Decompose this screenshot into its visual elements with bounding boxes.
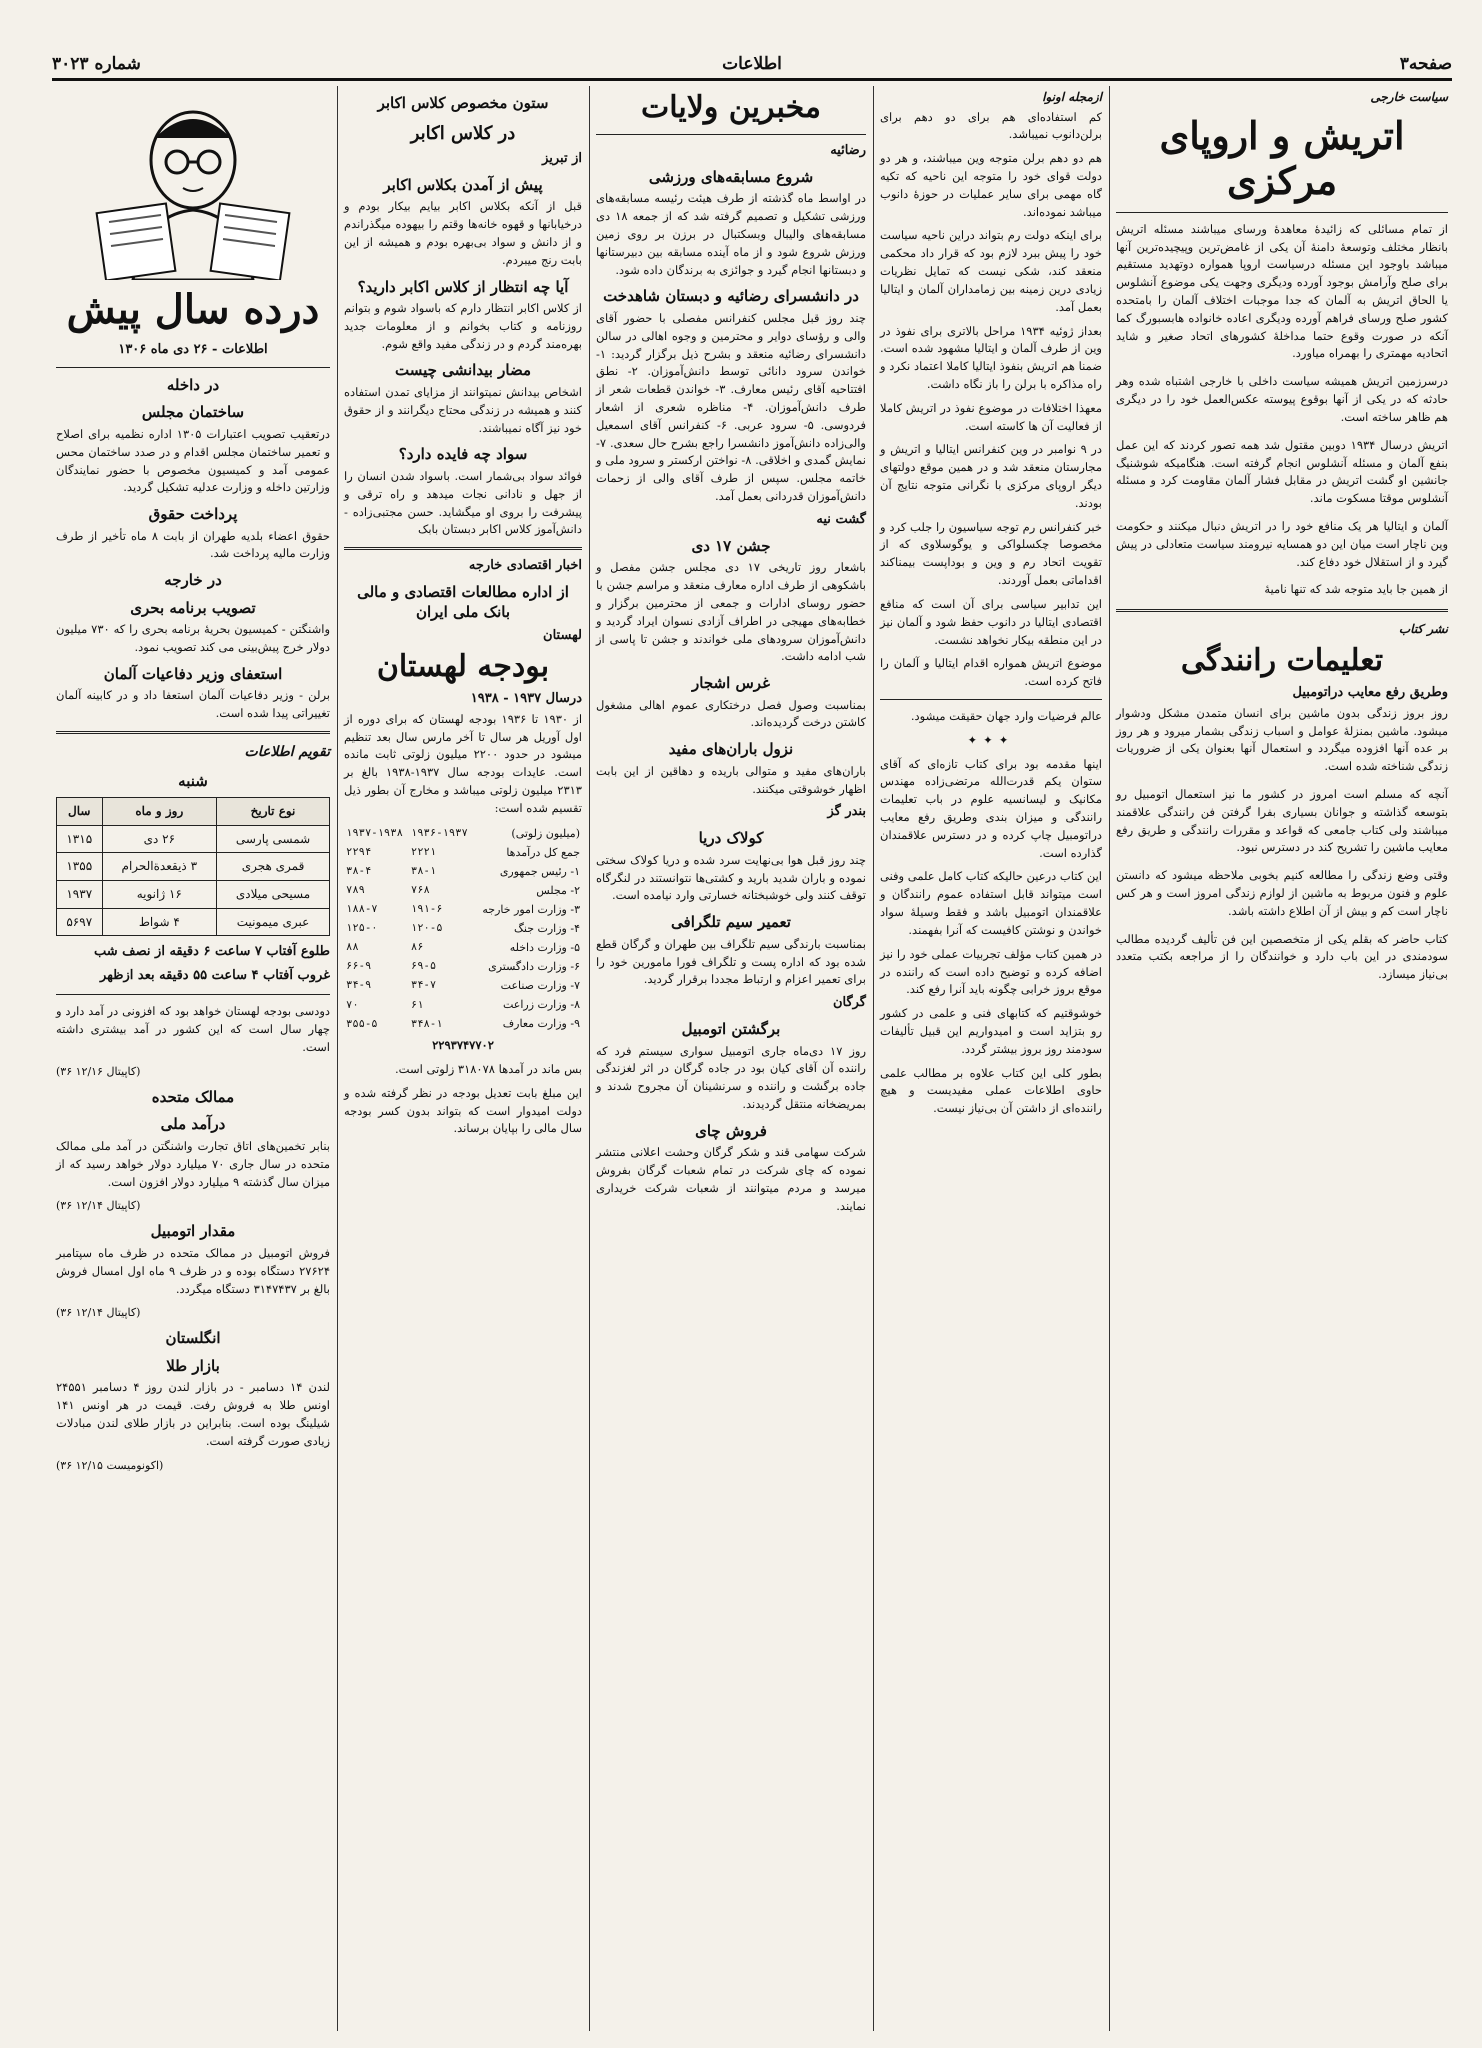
budget-cell: ۳- وزارت امور خارجه [482,902,580,916]
budget-cell: ۳۸-۱ [410,865,437,878]
budget-cell: ۱۲۵-۰ [346,922,378,935]
calendar-table [56,797,330,936]
news-head: در دانشسرای رضائیه و دبستان شاهدخت [603,287,859,306]
article-title: اتریش و اروپای مرکزی [1159,112,1405,204]
calendar-cell: ۲۶ دی [102,825,217,853]
sunrise-line: طلوع آفتاب ۷ ساعت ۶ دقیقه از نصف شب [93,944,330,960]
foreign-text: فروش اتومبیل در ممالک متحده در ظرف ماه سپتامبر ۲۷۶۲۴ دستگاه بوده و در ظرف ۹ ماه اول امسال فروش بالغ بر ۳۱۴۷۴۳۷ دستگاه میگردد. [56,1245,330,1296]
budget-cell: ۶۹-۵ [410,960,437,973]
econ-headline: از اداره مطالعات اقتصادی و مالی بانک ملی ایران [357,583,569,621]
calendar-row [57,825,330,853]
article-paragraph: برای اینکه دولت رم بتواند دراین ناحیه سیاست خود را پیش ببرد لازم بود که قرار داد محکمی منعقد کند، شکی نیست که تمایل نظریات زیادی درین زمینه بین زمامداران آلمان و ایتالیا بعمل آمد. [880,228,1102,314]
news-text: در اواسط ماه گذشته از طرف هیئت رئیسه مسابقه‌های ورزشی تشکیل و تصمیم گرفته شد که از جمعه ۱۸ دی مسابقه‌های والیبال وبسکتبال در برزن بر روی زمین ورزش شروع شود و از ماه آینده مسابقه بین دبیرستانها و دبستانها انجام گیرد و جوائزی به برندگان داده شود. [596,191,866,277]
econ-subtitle: درسال ۱۹۳۷ - ۱۹۳۸ [470,690,582,706]
news-head: شروع مسابقه‌های ورزشی [648,167,814,186]
article-paragraph: آنچه که مسلم است امروز در کشور ما نیز استعمال اتومبیل رو بتوسعه گذاشته و جوانان بسیاری بفرا گرفتن فن رانندگی علاقمند میباشند ولی کتاب جامعی که قواعد و مقررات رانندگی و طریق رفع معایب ماشین را تشریح کند در دسترس نبود. [1116,786,1448,855]
article-paragraph: اینها مقدمه بود برای کتاب تازه‌ای که آقای ستوان یکم قدرت‌الله مرتضی‌زاده مهندس مکانیک و لیسانسیه علوم در باب تعلیمات رانندگی و میزان بندی وطریق رفع معایب دراتومبیل چاپ کرده و در دسترس علاقمندان گذارده است. [880,756,1102,860]
budget-cell: ۹- وزارت معارف [502,1017,580,1031]
source-credit: (کاپیتال ۱۲/۱۴ ۳۶) [56,1199,141,1213]
section-subhead: تصویب برنامه بحری [130,598,256,617]
budget-cell: ۳۵۵-۵ [346,1017,378,1030]
article-paragraph: این کتاب درعین حالیکه کتاب کامل علمی وفنی است میتواند قابل استفاده عموم رانندگان و علاقمندان اتومبیل باشد و فقط وسیلهٔ سواد خواندن و نوشتن کافیست که آنرا بفهمند. [879,869,1102,937]
budget-cell: ۸۶ [410,941,424,954]
source-kicker: ازمجله اونوا [1042,90,1102,104]
budget-cell: ۶- وزارت دادگستری [488,960,580,974]
budget-cell: ۶۱ [410,998,424,1011]
section-subhead: استعفای وزیر دفاعیات آلمان [103,664,283,683]
article-paragraph: آلمان و ایتالیا هر یک منافع خود را در اتریش دنبال میکنند و حکومت وین ناچار است میان این دو همسایه نیرومند سیاست متعادلی در پیش گیرد و از استقلال خود دفاع کند. [1116,518,1448,569]
foreign-subhead: درآمد ملی [160,1115,226,1134]
sunset-line: غروب آفتاب ۴ ساعت ۵۵ دقیقه بعد ازظهر [99,968,330,984]
foreign-head: ممالک متحده [151,1087,235,1106]
budget-row [344,881,582,900]
divider-ornament: ✦✦✦ [967,732,1015,747]
news-head: کولاک دریا [698,829,764,848]
budget-cell: ۱۸۸-۷ [346,903,378,916]
budget-row [344,976,582,995]
column-ten-years-ago [52,86,334,2031]
calendar-row [57,908,330,936]
budget-cell: ۵- وزارت داخله [509,940,580,954]
calendar-cell: ۱۶ ژانویه [102,880,217,908]
calendar-head-cell: سال [57,798,103,826]
news-text: شرکت سهامی قند و شکر گرگان وحشت اعلانی منتشر نموده که چای شرکت در تمام شعبات گرگان بفروش میرسد و مردم میتوانند از شعبات شرکت خریداری نمایند. [596,1145,866,1213]
calendar-cell: ۱۳۱۵ [57,825,103,853]
section-text: واشنگتن - کمیسیون بحریهٔ برنامه بحری را که ۷۳۰ میلیون دولار خرج پیش‌بینی می کند تصویب نمود. [56,622,330,655]
article-paragraph: معهذا اختلافات در موضوع نفوذ در اتریش کاملا از فعالیت آن ها کاسته است. [880,400,1102,433]
econ-text: بس ماند در آمدها ۳۱۸۰۷۸ زلوتی است. [395,1062,582,1077]
calendar-cell: ۴ شواط [102,908,217,936]
budget-row [344,900,582,919]
news-head: تعمیر سیم تلگرافی [671,913,791,932]
news-text: بمناسبت بارندگی سیم تلگراف بین طهران و گرگان قطع شده بود که اداره پست و تلگراف فورا مامورین خود را برای تعمیر اعزام و ارتباط مجددا برقرار گردید. [596,936,866,987]
province-label: رضائیه [830,143,866,158]
budget-table [344,824,582,1034]
econ-text: این مبلغ بابت تعدیل بودجه در نظر گرفته شده و دولت امیدوار است که بتواند بدون کسر بودجه سال مالی را بپایان برساند. [344,1085,582,1136]
calendar-head-cell: روز و ماه [102,798,217,826]
column-provincial-reporters [592,86,870,2031]
gold-subhead: بازار طلا [166,1356,220,1375]
budget-cell: ۳۴۸-۱ [410,1017,443,1030]
piece-text: از کلاس اکابر انتظار دارم که باسواد شوم و بتوانم روزنامه و کتاب بخوانم و از معلومات جدید بهره‌مند گردم و در زندگی مفید واقع شوم. [344,301,582,351]
budget-cell: ۷۶۸ [410,884,430,897]
calendar-head-cell: نوع تاریخ [217,798,330,826]
article-paragraph: از تمام مسائلی که زائیدهٔ معاهدهٔ ورسای میباشند مسئله اتریش بانظار مختلف وتوسعهٔ دامنهٔ آن یکی از غامض‌ترین وپیچیده‌ترین آنها میباشد باوجود این مسئله درسیاست اروپا همواره دوتهدید مستقیم برای صلح وآرامش بوجود آورده ودیگری وجهت یکی موضوع آنشلوس یا الحاق اتریش به آلمان که جدا موجبات اختلاف آلمان را بامتحده کشور صلح ورسای فراهم آورده ودیگری اعاده خانواده هابسبورگ کما آنکه در صورت وقوع حتما مداخلهٔ کشورهای اتحاد صغیر و شاید اتحادیه مهمتری را بهمراه میاورد. [1116,221,1448,361]
article-paragraph: کم استفاده‌ای هم برای دو دهم برای برلن‌دانوب نمیباشد. [880,109,1102,142]
article-paragraph: عالم فرضیات وارد جهان حقیقت میشود. [910,708,1102,723]
section-text: درتعقیب تصویب اعتبارات ۱۳۰۵ اداره نظمیه برای اصلاح و تعمیر ساختمان مجلس اقدام و در صدد ساختمان محس عمومی آمد و کمیسیون مخصوص با حضور نمایندگان وزارتین داخله و وزارت عدلیه تشکیل گردید. [56,426,330,495]
reader-illustration [93,90,293,280]
england-head: انگلستان [165,1329,221,1348]
article-paragraph: اتریش درسال ۱۹۳۴ دوبین مقتول شد همه تصور کردند که این عمل بنفع آلمان و مسئله آنشلوس انجام گرفته است. هنگامیکه شوشنیگ جانشین او گشت اتریش در مقابل فشار آلمان مقاومت کرد و مسئله آنشلوس موقتا مسکوت ماند. [1116,437,1448,506]
calendar-cell: شمسی پارسی [217,825,330,853]
econ-title: بودجه لهستان [376,648,550,684]
news-text: روز ۱۷ دی‌ماه جاری اتومبیل سواری سیستم فرد که راننده آن آقای کیان بود در جاده گرگان در اثر لغزندگی جاده برگشت و راننده و سرنشینان آن مجروح شدند و بمریضخانه منتقل گردیدند. [596,1043,866,1111]
piece-head: مضار بیدانشی چیست [394,361,531,380]
source-credit: (کاپیتال ۱۲/۱۶ ۳۶) [56,1064,141,1078]
budget-col-head: ۱۹۳۶-۱۹۳۷ [410,827,468,840]
news-head: فروش چای [695,1121,767,1140]
newspaper-name: اطلاعات [722,54,782,74]
section-title: درده سال پیش [66,286,320,333]
section-title: ستون مخصوص کلاس اکابر [377,94,549,112]
section-subtitle: در کلاس اکابر [410,122,516,144]
section-subhead: پرداخت حقوق [148,505,238,524]
piece-text: اشخاص بیدانش نمیتوانند از مزایای تمدن استفاده کنند و همیشه در زندگی محتاج دیگرانند و از حقوق خود نیز آگاه نمیباشند. [344,384,582,435]
budget-cell: ۷- وزارت صناعت [500,979,580,993]
city-label: از تبریز [542,150,582,166]
section-head: در داخله [166,375,220,394]
budget-row [344,938,582,957]
foreign-subhead: مقدار اتومبیل [150,1222,236,1241]
article-paragraph: در همین کتاب مؤلف تجربیات عملی خود را نیز اضافه کرده و توضیح داده است که راننده در موقع بروز خرابی چگونه باید آنرا رفع کند. [880,946,1102,997]
calendar-row [57,880,330,908]
news-text: دودسی بودجه لهستان خواهد بود که افزونی در آمد دارد و چهار سال است که این کشور در آمد بیشتری داشته است. [56,1004,330,1055]
budget-cell: ۷۸۹ [346,884,365,897]
budget-row [344,1014,582,1033]
piece-head: آیا چه انتظار از کلاس اکابر دارید؟ [357,277,569,296]
date-line: اطلاعات - ۲۶ دی ماه ۱۳۰۶ [118,342,268,357]
calendar-title: تقویم اطلاعات [244,744,330,761]
page-number: صفحه۳ [1399,54,1452,74]
news-head: غرس اشجار [692,674,770,693]
section-kicker: نشر کتاب [1398,622,1448,637]
piece-head: سواد چه فایده دارد؟ [398,445,528,464]
budget-cell: ۲۲۹۴ [346,846,372,859]
section-text: برلن - وزیر دفاعیات آلمان استعفا داد و در کابینه آلمان تغییراتی پیدا شده است. [56,688,330,721]
budget-cell: ۸- وزارت زراعت [502,998,580,1012]
piece-head: پیش از آمدن بکلاس اکابر [383,175,543,194]
news-head: نزول باران‌های مفید [668,740,794,759]
budget-cell: ۳۸-۴ [346,865,372,878]
econ-text: از ۱۹۳۰ تا ۱۹۳۶ بودجه لهستان که برای دوره از اول آوریل هر سال تا آخر مارس سال بعد تنظیم میشود در حدود ۲۲۰۰ میلیون زلوتی ثابت مانده است. عایدات بودجه سال ۱۹۳۷-۱۹۳۸ بالغ بر ۲۳۱۳ میلیون زلوتی میباشد و مخارج آن بطور ذیل تقسیم شده است: [344,711,583,815]
province-label: گشت نیه [816,511,866,527]
econ-country: لهستان [543,628,582,644]
budget-cell: ۱- رئیس جمهوری [499,864,580,878]
column-foreign-policy [1112,86,1452,2031]
source-credit: (اکونومیست ۱۲/۱۵ ۳۶) [56,1458,164,1472]
column-continued [876,86,1106,2031]
section-subhead: ساختمان مجلس [141,403,245,422]
province-label: بندر گز [827,804,866,820]
issue-number: شماره ۳۰۲۳ [52,54,141,74]
budget-row [344,919,582,938]
calendar-cell: قمری هجری [217,853,330,881]
section-text: حقوق اعضاء بلدیه طهران از بابت ۸ ماه تأخیر از طرف وزارت مالیه پرداخت شد. [56,528,331,561]
budget-cell: ۱۹۱-۶ [410,903,443,916]
budget-row [344,957,582,976]
source-credit: (کاپیتال ۱۲/۱۴ ۳۶) [56,1306,141,1320]
article-paragraph: درسرزمین اتریش همیشه سیاست داخلی با خارجی اشتباه شده وهر حادثه که در یکی از آنها بوقوع پیوسته عکس‌العمل خود را در دیگری هم ظاهر ساخته است. [1116,374,1448,424]
budget-cell: ۴- وزارت جنگ [514,921,580,935]
section-title: مخبرین ولایات [641,90,821,125]
budget-row [344,843,582,862]
masthead [52,52,1452,81]
econ-kicker: اخبار اقتصادی خارجه [468,558,582,574]
budget-row [344,862,582,881]
province-label: گرگان [832,995,866,1011]
article-paragraph: این تدابیر سیاسی برای آن است که منافع اقتصادی ایتالیا در دانوب حفظ شود و آلمان نیز در این منطقه بیکار نخواهد نشست. [880,596,1102,647]
gold-text: لندن ۱۴ دسامبر - در بازار لندن روز ۴ دسامبر ۲۴۵۵۱ اونس طلا به فروش رفت. قیمت در هر اونس ۱۴۱ شیلینگ بوده است. بنابراین در بازار طلای لندن مبادلات زیادی صورت گرفته است. [56,1380,330,1448]
news-text: چند روز قبل مجلس کنفرانس مفصلی با حضور آقای والی و رؤسای دوایر و محترمین و وجوه اهالی در سالن دانشسرای رضائیه منعقد و بشرح ذیل برگزار گردید: ۱- خواندن سرود دانائی توسط دانش‌آموزان. ۲- نطق افتتاحیه آقای رئیس معارف. ۳- خواندن قطعات شعر از طرف دانش‌آموزان. ۴- مناظره شعری از اشعار فردوسی. ۵- سرود عربی. ۶- کنفرانس آقای اسمعیل والی‌زاده دانش‌آموز دانشسرا راجع بشرح حال سعدی. ۷- نمایش گمدی و اخلاقی. ۸- نواختن ارکستر و سرود ملی و خاتمه مجلس. سپس از طرف آقای والی از زحمات دانش‌آموزان قدردانی بعمل آمد. [596,310,866,504]
piece-text: قبل از آنکه بکلاس اکابر بیایم بیکار بودم و درخیابانها و قهوه خانه‌ها وقتم را بیهوده میگذراندم و از دانش و سواد بی‌بهره بودم و همیشه از این بابت رنج میبردم. [344,199,582,267]
calendar-cell: مسیحی میلادی [217,880,330,908]
article-paragraph: در ۹ نوامبر در وین کنفرانس ایتالیا و اتریش و مجارستان منعقد شد و در همین موقع دولتهای دیگر اروپای مرکزی با نگرانی متوجه نتایج آن بودند. [880,442,1102,510]
article-paragraph: روز بروز زندگی بدون ماشین برای انسان متمدن مشکل ودشوار میشود. ماشین بمنزلهٔ عوامل و اسباب زندگی بشمار میرود و هر روز بر عده آنها افزوده میگردد و استعمال آنها بعنوان یکی از ضروریات زندگی شناخته شده است. [1116,705,1448,774]
news-text: چند روز قبل هوا بی‌نهایت سرد شده و دریا کولاک سختی نموده و باران شدید بارید و کشتی‌ها نتوانستند در لنگرگاه توقف کنند ولی خوشبختانه خسارتی وارد نیامده است. [596,852,866,903]
budget-cell: ۳۴-۷ [410,979,437,992]
budget-row [344,995,582,1014]
news-head: برگشتن اتومبیل [681,1020,781,1039]
article-paragraph: وقتی وضع زندگی را مطالعه کنیم بخوبی ملاحظه میشود که دانستن علوم و فنون مربوط به ماشین از لوازم زندگی امروز است و هر کس ناچار است کم و بیش از آن اطلاع داشته باشد. [1116,868,1448,918]
news-text: بمناسبت وصول فصل درختکاری عموم اهالی مشغول کاشتن درخت گردیده‌اند. [596,697,866,730]
news-text: باشعار روز تاریخی ۱۷ دی مجلس جشن مفصل و باشکوهی از طرف اداره معارف منعقد و مراسم جشن با حضور روسای ادارات و جمعی از محترمین برگزار و خطابه‌های مهیجی در اطراف آزادی نسوان ایراد گردید و دانش‌آموزان سرودهای ملی خواندند و جشن تا پاسی از شب ادامه داشت. [596,560,866,664]
calendar-cell: ۱۹۳۷ [57,880,103,908]
section-kicker: سیاست خارجی [1370,90,1448,104]
news-head: جشن ۱۷ دی [691,536,771,555]
budget-cell: ۲۲۲۱ [410,846,437,859]
article-paragraph: از همین جا باید متوجه شد که تنها نامیهٔ [1264,582,1448,597]
column-adult-class [340,86,586,2031]
article-paragraph: کتاب حاضر که بقلم یکی از متخصصین این فن تألیف گردیده مطالب سودمندی در این باب دارد و خوانندگان را از مراجعه بکتب متعدد بی‌نیاز میسازد. [1116,931,1448,982]
budget-cell: ۷۰ [346,998,359,1011]
article-title: تعلیمات رانندگی [1180,642,1384,678]
calendar-row [57,853,330,881]
article-paragraph: خوشوقتیم که کتابهای فنی و علمی در کشور رو بتزاید است و امیدواریم این قبیل تألیفات سودمند روز بروز بیشتر گردد. [880,1006,1102,1056]
budget-col-head: ۱۹۳۷-۱۹۳۸ [346,827,403,840]
piece-text: فوائد سواد بی‌شمار است. باسواد شدن انسان را از جهل و نادانی نجات میدهد و راه ترقی و پیشرفت را بروی او میگشاید. حسن مجتبی‌زاده - دانش‌آموز کلاس اکابر دبستان بابک [344,468,582,537]
budget-cell: ۸۸ [346,941,359,954]
article-subtitle: وطریق رفع معایب دراتومبیل [1292,684,1448,700]
article-paragraph: موضوع اتریش همواره اقدام ایتالیا و آلمان را فاتح کرده است. [880,656,1102,689]
budget-total: ۲۲۹۳۷۴۷۷۰۲ [432,1038,494,1053]
calendar-cell: ۳ ذیقعدة‌الحرام [102,853,217,881]
article-paragraph: بطور کلی این کتاب علاوه بر مطالب علمی حاوی اطلاعات عملی مفیدیست و هیچ راننده‌ای از داشتن آن بی‌نیاز نیست. [880,1065,1102,1116]
news-text: باران‌های مفید و متوالی باریده و دهاقین از این بابت اظهار خوشوقتی میکنند. [596,763,866,796]
budget-cell: جمع کل درآمدها [506,845,580,859]
budget-cell: ۱۲۰-۵ [410,922,443,935]
calendar-day: شنبه [178,771,208,790]
article-paragraph: هم دو دهم برلن متوجه وین میباشند، و هر دو دولت قوای خود را متوجه این ناحیه که تکیه گاه مهمی برای سایر عملیات در حوزهٔ دانوب میباشد نموده‌اند. [880,151,1102,219]
calendar-cell: عبری میمونیت [217,908,330,936]
budget-cell: ۶۶-۹ [346,960,372,973]
calendar-cell: ۵۶۹۷ [57,908,103,936]
article-paragraph: خبر کنفرانس رم توجه سیاسیون را جلب کرد و مخصوصا چکسلواکی و یوگوسلاوی که از تقویت اتحاد رم و وین و بوداپست بیمناکند اقداماتی بعمل آوردند. [880,519,1102,588]
section-head: در خارجه [164,571,222,590]
budget-unit: (میلیون زلوتی) [511,826,580,840]
article-paragraph: بعداز ژوئیه ۱۹۳۴ مراحل بالاتری برای نفوذ در وین از طرف آلمان و ایتالیا مشهود شده است. ضمنا هم اتریش بنفوذ ایتالیا کاملا اعتماد نکرد و راه مذاکره با برلن را باز نگاه داشت. [880,323,1102,391]
budget-cell: ۲- مجلس [536,883,580,897]
calendar-cell: ۱۳۵۵ [57,853,103,881]
budget-cell: ۳۴-۹ [346,979,372,992]
foreign-text: بنابر تخمین‌های اتاق تجارت واشنگتن در آمد ملی ممالک متحده در سال جاری ۷۰ میلیارد دولار خواهد رسید که از میزان سال گذشته ۹ میلیارد دولار افزون است. [56,1138,330,1189]
